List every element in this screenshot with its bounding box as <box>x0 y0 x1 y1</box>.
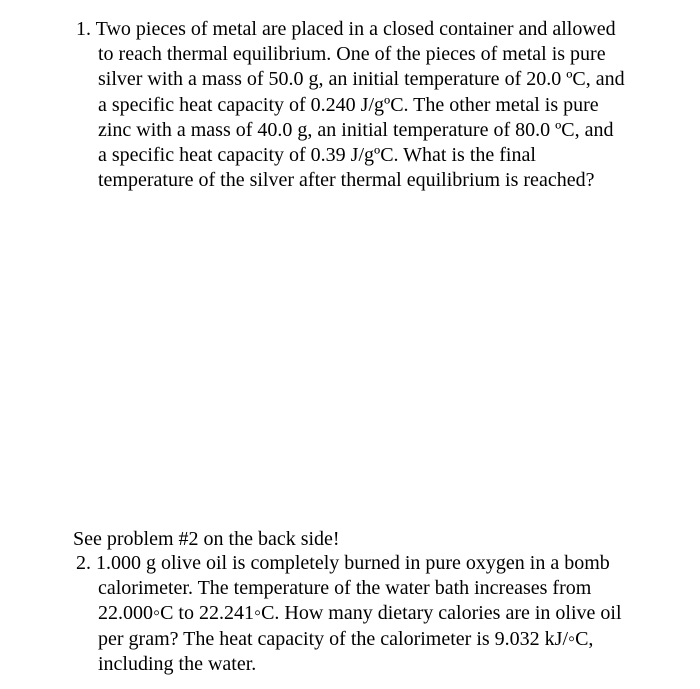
problem-1-line: temperature of the silver after thermal equilibrium is reached? <box>98 169 595 192</box>
problem-1-line: a specific heat capacity of 0.240 J/gºC. The other metal is pure <box>98 93 599 116</box>
problem-1-line: to reach thermal equilibrium. One of the pieces of metal is pure <box>98 43 606 66</box>
back-side-note: See problem #2 on the back side! <box>73 528 340 550</box>
problem-1-line: zinc with a mass of 40.0 g, an initial temperature of 80.0 ºC, and <box>98 118 614 141</box>
problem-2 <box>76 551 622 677</box>
problem-1-line: a specific heat capacity of 0.39 J/gºC. What is the final <box>98 143 536 166</box>
problem-2-line: 2. 1.000 g olive oil is completely burned in pure oxygen in a bomb <box>76 552 610 574</box>
problem-1-line: 1. Two pieces of metal are placed in a closed container and allowed <box>76 18 616 40</box>
problem-2-line: per gram? The heat capacity of the calorimeter is 9.032 kJ/◦C, <box>98 627 594 650</box>
problem-1-line: silver with a mass of 50.0 g, an initial temperature of 20.0 ºC, and <box>98 68 625 91</box>
problem-2-line: calorimeter. The temperature of the water bath increases from <box>98 577 592 600</box>
problem-2-line: including the water. <box>98 652 257 675</box>
problem-1 <box>76 17 625 193</box>
problem-2-line: 22.000◦C to 22.241◦C. How many dietary calories are in olive oil <box>98 602 622 625</box>
